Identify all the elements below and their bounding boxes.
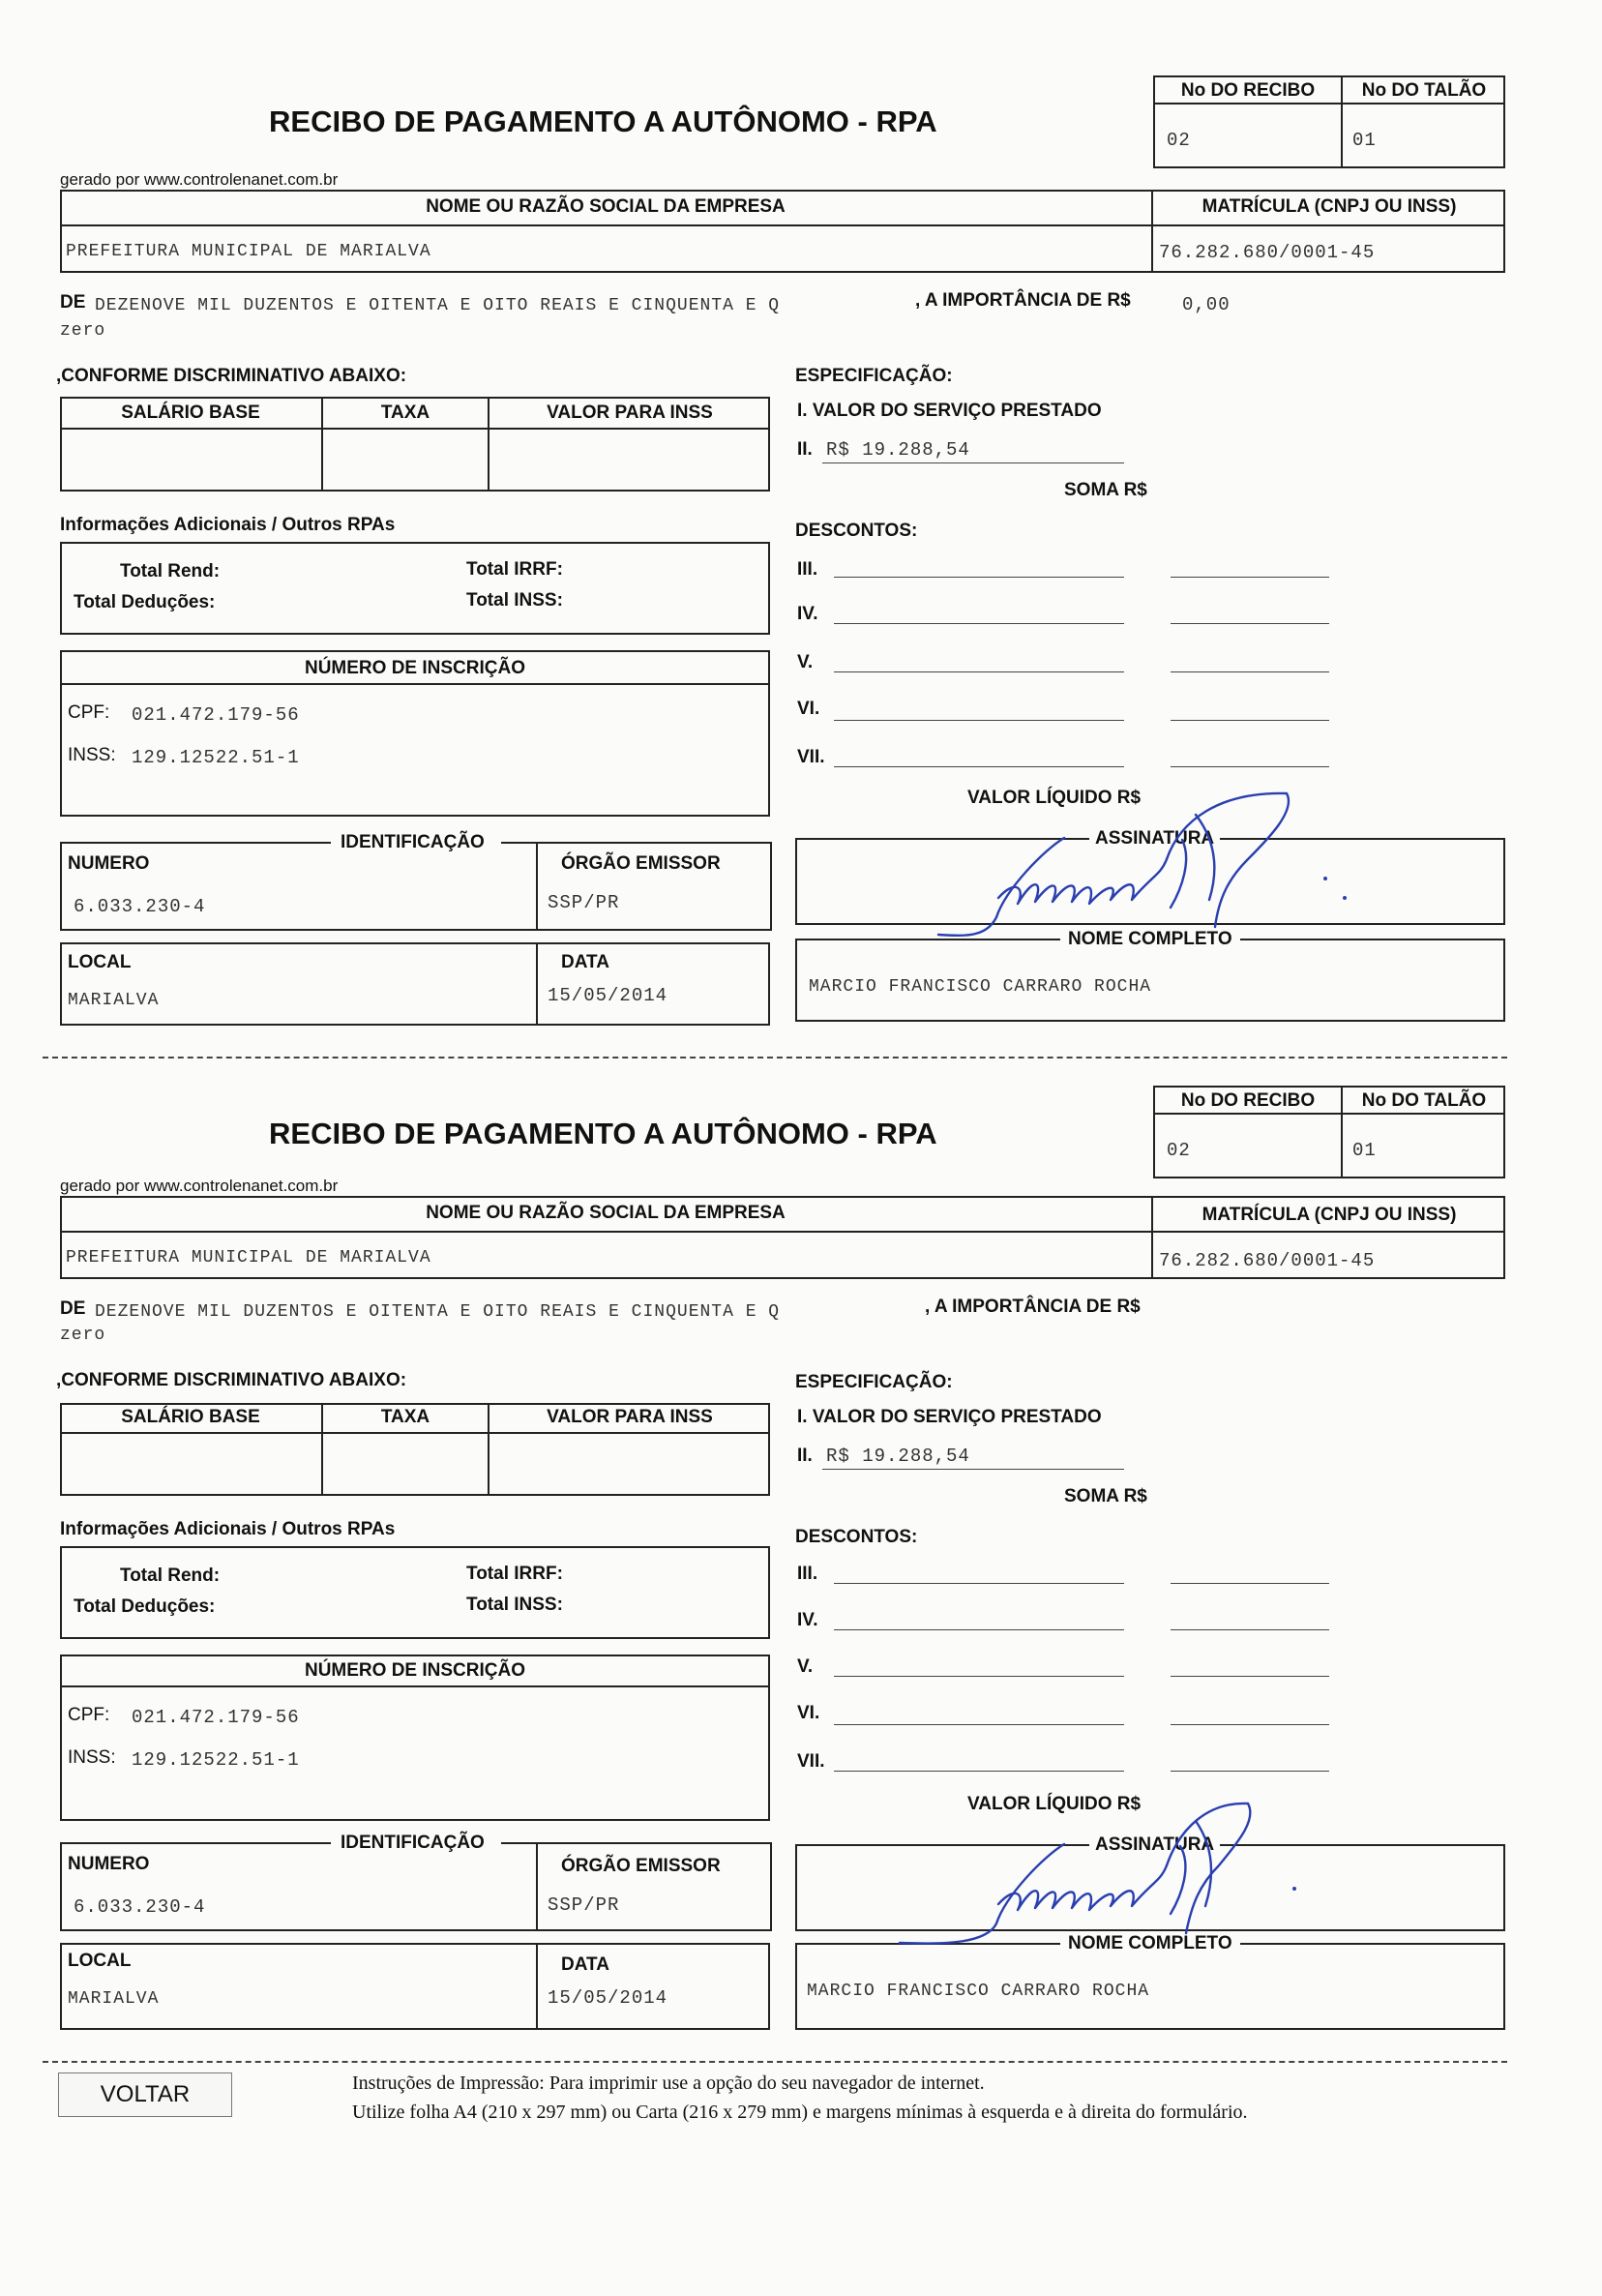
item-iii-label: III. xyxy=(797,1564,818,1584)
cut-line-2 xyxy=(43,2061,1507,2063)
orgao-emissor-label: ÓRGÃO EMISSOR xyxy=(561,1856,721,1876)
info-adicionais-label: Informações Adicionais / Outros RPAs xyxy=(60,1519,396,1539)
local-value: MARIALVA xyxy=(68,991,160,1010)
cpf-label: CPF: xyxy=(68,702,110,723)
receipt-title: RECIBO DE PAGAMENTO A AUTÔNOMO - RPA xyxy=(269,104,937,138)
recibo-label: No DO RECIBO xyxy=(1180,1090,1316,1111)
matricula-label: MATRÍCULA (CNPJ OU INSS) xyxy=(1202,1205,1457,1225)
taxa-label: TAXA xyxy=(380,403,430,423)
importancia-label: , A IMPORTÂNCIA DE R$ xyxy=(915,290,1131,311)
item-vii-label: VII. xyxy=(797,747,825,767)
item-vii-label: VII. xyxy=(797,1751,825,1772)
item-ii-value: R$ 19.288,54 xyxy=(826,1446,970,1467)
item-ii-label: II. xyxy=(797,1446,813,1466)
inss-value: 129.12522.51-1 xyxy=(132,1749,300,1771)
talao-label: No DO TALÃO xyxy=(1361,80,1487,101)
local-label: LOCAL xyxy=(68,1951,132,1971)
recibo-value: 02 xyxy=(1167,1140,1191,1161)
importancia-value: 0,00 xyxy=(1182,294,1231,315)
item-iv-label: IV. xyxy=(797,604,818,624)
generated-by: gerado por www.controlenanet.com.br xyxy=(60,170,339,189)
total-irrf-label: Total IRRF: xyxy=(466,1564,563,1584)
talao-value: 01 xyxy=(1352,1140,1377,1161)
valor-inss-label: VALOR PARA INSS xyxy=(547,403,713,423)
numero-label: NUMERO xyxy=(68,1854,150,1874)
numero-inscricao-label: NÚMERO DE INSCRIÇÃO xyxy=(304,1660,525,1681)
generated-by: gerado por www.controlenanet.com.br xyxy=(60,1177,339,1195)
numero-inscricao-label: NÚMERO DE INSCRIÇÃO xyxy=(304,658,525,678)
numero-value: 6.033.230-4 xyxy=(74,1896,206,1918)
descontos-label: DESCONTOS: xyxy=(795,521,918,541)
talao-label: No DO TALÃO xyxy=(1361,1090,1487,1111)
inss-value: 129.12522.51-1 xyxy=(132,747,300,768)
total-deducoes-label: Total Deduções: xyxy=(74,592,216,612)
data-label: DATA xyxy=(561,952,609,972)
matricula-value: 76.282.680/0001-45 xyxy=(1159,242,1376,263)
de-value: DEZENOVE MIL DUZENTOS E OITENTA E OITO REAIS E CINQUENTA E Q xyxy=(95,296,781,315)
nome-completo-value: MARCIO FRANCISCO CARRARO ROCHA xyxy=(807,1982,1150,2001)
total-rend-label: Total Rend: xyxy=(120,561,221,581)
totais-box xyxy=(60,1546,770,1639)
item-vi-label: VI. xyxy=(797,699,820,719)
total-inss-label: Total INSS: xyxy=(466,1595,563,1615)
info-adicionais-label: Informações Adicionais / Outros RPAs xyxy=(60,515,396,535)
inss-label: INSS: xyxy=(68,745,116,765)
cpf-label: CPF: xyxy=(68,1705,110,1725)
total-rend-label: Total Rend: xyxy=(120,1565,221,1586)
item-i-label: I. VALOR DO SERVIÇO PRESTADO xyxy=(797,401,1102,421)
data-value: 15/05/2014 xyxy=(548,1987,668,2009)
assinatura-label: ASSINATURA xyxy=(1089,1834,1220,1856)
matricula-label: MATRÍCULA (CNPJ OU INSS) xyxy=(1202,196,1457,217)
receipt-title: RECIBO DE PAGAMENTO A AUTÔNOMO - RPA xyxy=(269,1117,937,1150)
soma-label: SOMA R$ xyxy=(1064,480,1147,500)
valor-liquido-label: VALOR LÍQUIDO R$ xyxy=(967,788,1142,808)
assinatura-label: ASSINATURA xyxy=(1089,828,1220,850)
salario-base-label: SALÁRIO BASE xyxy=(121,1407,260,1427)
item-v-label: V. xyxy=(797,1656,814,1677)
importancia-label: , A IMPORTÂNCIA DE R$ xyxy=(925,1297,1141,1317)
identificacao-label: IDENTIFICAÇÃO xyxy=(341,832,485,852)
descontos-label: DESCONTOS: xyxy=(795,1527,918,1547)
total-inss-label: Total INSS: xyxy=(466,590,563,611)
de-label: DE xyxy=(60,1298,86,1319)
identificacao-label: IDENTIFICAÇÃO xyxy=(341,1833,485,1853)
numero-label: NUMERO xyxy=(68,853,150,874)
item-v-label: V. xyxy=(797,652,814,672)
empresa-value: PREFEITURA MUNICIPAL DE MARIALVA xyxy=(66,242,431,261)
item-iv-label: IV. xyxy=(797,1610,818,1630)
talao-value: 01 xyxy=(1352,130,1377,151)
local-value: MARIALVA xyxy=(68,1989,160,2009)
especificacao-label: ESPECIFICAÇÃO: xyxy=(795,1372,953,1392)
orgao-emissor-value: SSP/PR xyxy=(548,1894,620,1916)
matricula-value: 76.282.680/0001-45 xyxy=(1159,1250,1376,1271)
print-instructions-line1: Instruções de Impressão: Para imprimir use a opção do seu navegador de internet. xyxy=(352,2072,985,2094)
conforme-label: ,CONFORME DISCRIMINATIVO ABAIXO: xyxy=(56,366,407,386)
local-data-box xyxy=(60,1943,770,2030)
taxa-label: TAXA xyxy=(380,1407,430,1427)
print-instructions-line2: Utilize folha A4 (210 x 297 mm) ou Carta (216 x 279 mm) e margens mínimas à esquerda e à direita do formulário. xyxy=(352,2102,1248,2123)
salario-base-label: SALÁRIO BASE xyxy=(121,403,260,423)
cpf-value: 021.472.179-56 xyxy=(132,1707,300,1728)
item-i-label: I. VALOR DO SERVIÇO PRESTADO xyxy=(797,1407,1102,1427)
nome-completo-label: NOME COMPLETO xyxy=(1060,929,1240,950)
numero-value: 6.033.230-4 xyxy=(74,896,206,917)
nome-completo-value: MARCIO FRANCISCO CARRARO ROCHA xyxy=(809,977,1152,997)
empresa-value: PREFEITURA MUNICIPAL DE MARIALVA xyxy=(66,1248,431,1267)
orgao-emissor-value: SSP/PR xyxy=(548,892,620,913)
item-ii-label: II. xyxy=(797,439,813,460)
recibo-label: No DO RECIBO xyxy=(1180,80,1316,101)
empresa-label: NOME OU RAZÃO SOCIAL DA EMPRESA xyxy=(426,1203,786,1223)
valor-liquido-label: VALOR LÍQUIDO R$ xyxy=(967,1794,1142,1814)
signature-image xyxy=(890,1788,1316,1953)
de-label: DE xyxy=(60,292,86,313)
data-value: 15/05/2014 xyxy=(548,985,668,1006)
local-label: LOCAL xyxy=(68,952,132,972)
orgao-emissor-label: ÓRGÃO EMISSOR xyxy=(561,853,721,874)
item-vi-label: VI. xyxy=(797,1703,820,1723)
conforme-label: ,CONFORME DISCRIMINATIVO ABAIXO: xyxy=(56,1370,407,1390)
data-label: DATA xyxy=(561,1954,609,1975)
de-value-continued: zero xyxy=(60,321,106,341)
valor-inss-label: VALOR PARA INSS xyxy=(547,1407,713,1427)
de-value-continued: zero xyxy=(60,1326,106,1345)
item-ii-value: R$ 19.288,54 xyxy=(826,439,970,461)
recibo-value: 02 xyxy=(1167,130,1191,151)
empresa-label: NOME OU RAZÃO SOCIAL DA EMPRESA xyxy=(426,196,786,217)
inss-label: INSS: xyxy=(68,1747,116,1768)
de-value: DEZENOVE MIL DUZENTOS E OITENTA E OITO REAIS E CINQUENTA E Q xyxy=(95,1302,781,1322)
total-deducoes-label: Total Deduções: xyxy=(74,1596,216,1617)
voltar-button[interactable]: VOLTAR xyxy=(58,2072,232,2117)
cpf-value: 021.472.179-56 xyxy=(132,704,300,726)
especificacao-label: ESPECIFICAÇÃO: xyxy=(795,366,953,386)
item-iii-label: III. xyxy=(797,559,818,580)
soma-label: SOMA R$ xyxy=(1064,1486,1147,1506)
nome-completo-label: NOME COMPLETO xyxy=(1060,1933,1240,1954)
total-irrf-label: Total IRRF: xyxy=(466,559,563,580)
